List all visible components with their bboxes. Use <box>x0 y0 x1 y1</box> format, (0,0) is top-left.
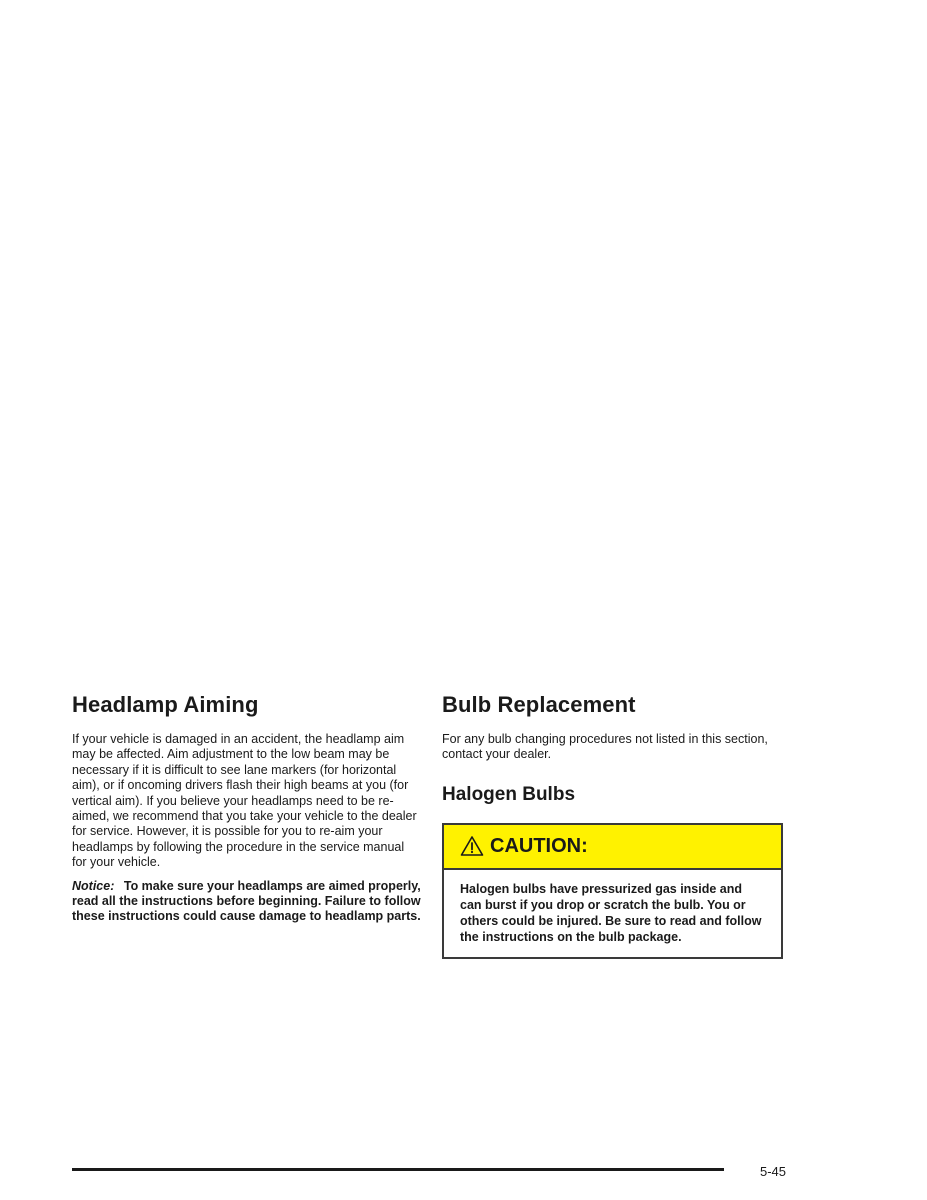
headlamp-aiming-paragraph: If your vehicle is damaged in an accident, the headlamp aim may be affected. Aim adjustment to the low beam may be necessary if it is difficult to see lane markers (for horizontal aim), or if oncoming drivers flash their high beams at you (for vertical aim). If you believe your headlamps need to be re-aimed, we recommend that you take your vehicle to the dealer for service. However, it is possible for you to re-aim your headlamps by following the procedure in the service manual for your vehicle. <box>72 732 417 870</box>
caution-header <box>444 825 781 870</box>
section-title-bulb-replacement: Bulb Replacement <box>442 692 636 717</box>
notice-paragraph <box>72 879 422 925</box>
page-number: 5-45 <box>760 1164 787 1179</box>
notice-text: To make sure your headlamps are aimed properly, read all the instructions before beginning. Failure to follow these instructions could cause damage to headlamp parts. <box>72 878 421 924</box>
section-title-headlamp-aiming: Headlamp Aiming <box>72 692 259 717</box>
bulb-replacement-paragraph: For any bulb changing procedures not listed in this section, contact your dealer. <box>442 732 768 762</box>
bulb-replacement-section <box>442 690 788 959</box>
caution-box <box>442 823 783 959</box>
footer-divider <box>72 1168 724 1171</box>
caution-text: Halogen bulbs have pressurized gas inside and can burst if you drop or scratch the bulb. You or others could be injured. Be sure to read and follow the instructions on the bulb package. <box>460 881 762 944</box>
notice-label: Notice: <box>72 878 115 893</box>
headlamp-aiming-section <box>72 690 422 925</box>
caution-label: CAUTION: <box>490 835 588 858</box>
warning-triangle-icon <box>460 835 484 857</box>
subsection-title-halogen-bulbs: Halogen Bulbs <box>442 783 576 805</box>
